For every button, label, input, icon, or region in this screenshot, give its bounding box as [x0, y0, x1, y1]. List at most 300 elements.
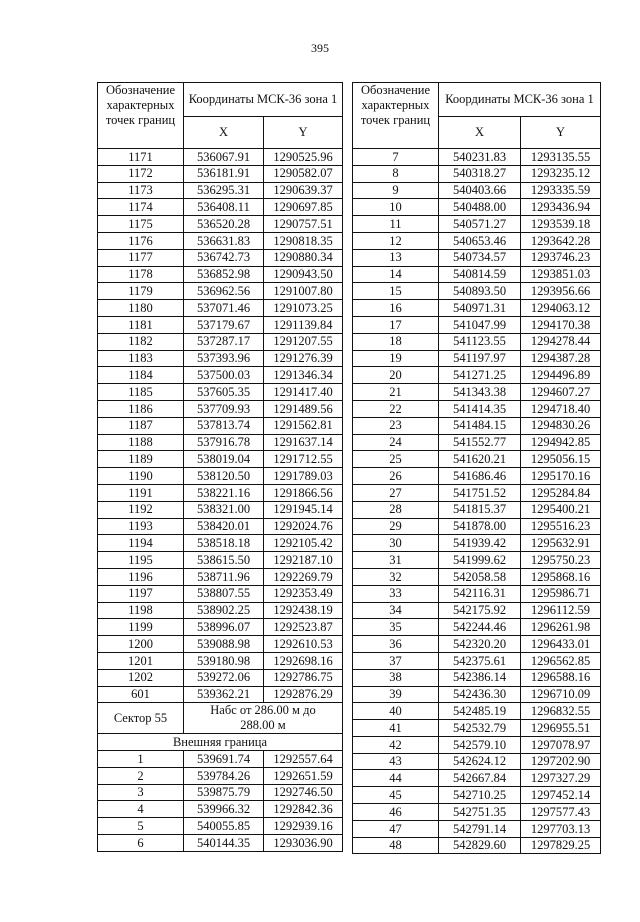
- x-coordinate-cell: 536962.56: [184, 283, 264, 300]
- point-id-cell: 1198: [98, 602, 184, 619]
- point-id-cell: 38: [353, 669, 439, 686]
- x-coordinate-cell: 539088.98: [184, 636, 264, 653]
- x-coordinate-cell: 539691.74: [184, 751, 264, 768]
- table-row: [98, 199, 343, 216]
- y-coordinate-cell: 1293235.12: [521, 165, 601, 182]
- table-row: [353, 300, 601, 317]
- table-row: [98, 316, 343, 333]
- table-row: [353, 753, 601, 770]
- y-coordinate-cell: 1296112.59: [521, 602, 601, 619]
- table-row: [98, 784, 343, 801]
- table-row: [353, 400, 601, 417]
- point-id-cell: 1174: [98, 199, 184, 216]
- x-coordinate-cell: 542375.61: [439, 652, 521, 669]
- y-coordinate-cell: 1297577.43: [521, 804, 601, 821]
- x-coordinate-cell: 536181.91: [184, 165, 264, 182]
- x-coordinate-cell: 537813.74: [184, 417, 264, 434]
- point-id-cell: 32: [353, 568, 439, 585]
- y-coordinate-cell: 1296588.16: [521, 669, 601, 686]
- x-coordinate-cell: 536852.98: [184, 266, 264, 283]
- x-coordinate-cell: 536742.73: [184, 249, 264, 266]
- y-coordinate-cell: 1291712.55: [264, 451, 343, 468]
- point-id-cell: 1195: [98, 552, 184, 569]
- table-row: [353, 283, 601, 300]
- y-coordinate-cell: 1295750.23: [521, 552, 601, 569]
- table-row: [353, 518, 601, 535]
- point-id-cell: 1180: [98, 300, 184, 317]
- y-coordinate-cell: 1296261.98: [521, 619, 601, 636]
- table-row: [98, 501, 343, 518]
- x-coordinate-cell: 538420.01: [184, 518, 264, 535]
- x-coordinate-cell: 540571.27: [439, 216, 521, 233]
- y-coordinate-cell: 1293135.55: [521, 149, 601, 166]
- page-number: 395: [311, 41, 329, 55]
- y-coordinate-cell: 1290818.35: [264, 232, 343, 249]
- point-id-cell: 1176: [98, 232, 184, 249]
- table-row: [353, 787, 601, 804]
- point-id-cell: 41: [353, 720, 439, 737]
- header-y: Y: [521, 117, 601, 149]
- y-coordinate-cell: 1296433.01: [521, 636, 601, 653]
- y-coordinate-cell: 1294830.26: [521, 417, 601, 434]
- y-coordinate-cell: 1296710.09: [521, 686, 601, 703]
- point-id-cell: 1184: [98, 367, 184, 384]
- y-coordinate-cell: 1290582.07: [264, 165, 343, 182]
- point-id-cell: 1192: [98, 501, 184, 518]
- y-coordinate-cell: 1294063.12: [521, 300, 601, 317]
- point-id-cell: 1189: [98, 451, 184, 468]
- point-id-cell: 42: [353, 736, 439, 753]
- y-coordinate-cell: 1290525.96: [264, 149, 343, 166]
- y-coordinate-cell: 1290757.51: [264, 216, 343, 233]
- table-row: [353, 602, 601, 619]
- x-coordinate-cell: 539875.79: [184, 784, 264, 801]
- table-row: [98, 636, 343, 653]
- point-id-cell: 1171: [98, 149, 184, 166]
- x-coordinate-cell: 542532.79: [439, 720, 521, 737]
- table-row: [98, 818, 343, 835]
- x-coordinate-cell: 538902.25: [184, 602, 264, 619]
- point-id-cell: 6: [98, 835, 184, 852]
- x-coordinate-cell: 536408.11: [184, 199, 264, 216]
- point-id-cell: 12: [353, 232, 439, 249]
- x-coordinate-cell: 538996.07: [184, 619, 264, 636]
- point-id-cell: 1175: [98, 216, 184, 233]
- y-coordinate-cell: 1293436.94: [521, 199, 601, 216]
- table-row: [98, 518, 343, 535]
- y-coordinate-cell: 1292438.19: [264, 602, 343, 619]
- y-coordinate-cell: 1292746.50: [264, 784, 343, 801]
- x-coordinate-cell: 536520.28: [184, 216, 264, 233]
- y-coordinate-cell: 1293746.23: [521, 249, 601, 266]
- point-id-cell: 18: [353, 333, 439, 350]
- point-id-cell: 1197: [98, 585, 184, 602]
- x-coordinate-cell: 539784.26: [184, 767, 264, 784]
- x-coordinate-cell: 541047.99: [439, 316, 521, 333]
- y-coordinate-cell: 1294170.38: [521, 316, 601, 333]
- point-id-cell: 22: [353, 400, 439, 417]
- x-coordinate-cell: 541197.97: [439, 350, 521, 367]
- point-id-cell: 44: [353, 770, 439, 787]
- point-id-cell: 1182: [98, 333, 184, 350]
- x-coordinate-cell: 537916.78: [184, 434, 264, 451]
- x-coordinate-cell: 538807.55: [184, 585, 264, 602]
- x-coordinate-cell: 542485.19: [439, 703, 521, 720]
- y-coordinate-cell: 1291866.56: [264, 484, 343, 501]
- y-coordinate-cell: 1297078.97: [521, 736, 601, 753]
- table-row: [98, 585, 343, 602]
- table-row: [98, 149, 343, 166]
- y-coordinate-cell: 1291417.40: [264, 384, 343, 401]
- x-coordinate-cell: 539180.98: [184, 652, 264, 669]
- point-id-cell: 1: [98, 751, 184, 768]
- header-x: X: [184, 117, 264, 149]
- table-row: [98, 350, 343, 367]
- point-id-cell: 29: [353, 518, 439, 535]
- x-coordinate-cell: 538221.16: [184, 484, 264, 501]
- point-id-cell: 48: [353, 837, 439, 854]
- x-coordinate-cell: 542116.31: [439, 585, 521, 602]
- table-row: [353, 384, 601, 401]
- y-coordinate-cell: 1291007.80: [264, 283, 343, 300]
- y-coordinate-cell: 1292353.49: [264, 585, 343, 602]
- point-id-cell: 601: [98, 686, 184, 703]
- point-id-cell: 40: [353, 703, 439, 720]
- y-coordinate-cell: 1297327.29: [521, 770, 601, 787]
- point-id-cell: 1186: [98, 400, 184, 417]
- point-id-cell: 1201: [98, 652, 184, 669]
- y-coordinate-cell: 1295632.91: [521, 535, 601, 552]
- y-coordinate-cell: 1292269.79: [264, 568, 343, 585]
- y-coordinate-cell: 1291637.14: [264, 434, 343, 451]
- point-id-cell: 8: [353, 165, 439, 182]
- x-coordinate-cell: 542244.46: [439, 619, 521, 636]
- x-coordinate-cell: 542667.84: [439, 770, 521, 787]
- y-coordinate-cell: 1292698.16: [264, 652, 343, 669]
- point-id-cell: 13: [353, 249, 439, 266]
- x-coordinate-cell: 537709.93: [184, 400, 264, 417]
- table-row: [353, 686, 601, 703]
- x-coordinate-cell: 538711.96: [184, 568, 264, 585]
- header-coordinates: Координаты МСК-36 зона 1: [439, 83, 601, 117]
- x-coordinate-cell: 540488.00: [439, 199, 521, 216]
- point-id-cell: 19: [353, 350, 439, 367]
- y-coordinate-cell: 1291562.81: [264, 417, 343, 434]
- y-coordinate-cell: 1291139.84: [264, 316, 343, 333]
- point-id-cell: 46: [353, 804, 439, 821]
- header-x: X: [439, 117, 521, 149]
- table-row: [98, 619, 343, 636]
- x-coordinate-cell: 537393.96: [184, 350, 264, 367]
- x-coordinate-cell: 538120.50: [184, 468, 264, 485]
- table-row: [98, 451, 343, 468]
- y-coordinate-cell: 1290697.85: [264, 199, 343, 216]
- x-coordinate-cell: 537071.46: [184, 300, 264, 317]
- point-id-cell: 33: [353, 585, 439, 602]
- point-id-cell: 1199: [98, 619, 184, 636]
- y-coordinate-cell: 1295400.21: [521, 501, 601, 518]
- x-coordinate-cell: 542579.10: [439, 736, 521, 753]
- table-row: [353, 501, 601, 518]
- y-coordinate-cell: 1292786.75: [264, 669, 343, 686]
- point-id-cell: 35: [353, 619, 439, 636]
- y-coordinate-cell: 1292523.87: [264, 619, 343, 636]
- y-coordinate-cell: 1291207.55: [264, 333, 343, 350]
- table-row: [98, 182, 343, 199]
- table-row: [353, 736, 601, 753]
- y-coordinate-cell: 1295284.84: [521, 484, 601, 501]
- point-id-cell: 1202: [98, 669, 184, 686]
- y-coordinate-cell: 1293036.90: [264, 835, 343, 852]
- point-id-cell: 1181: [98, 316, 184, 333]
- table-row: [98, 333, 343, 350]
- table-row: [98, 400, 343, 417]
- point-id-cell: 1196: [98, 568, 184, 585]
- section-row: [98, 734, 343, 751]
- x-coordinate-cell: 540231.83: [439, 149, 521, 166]
- table-row: [353, 619, 601, 636]
- y-coordinate-cell: 1290880.34: [264, 249, 343, 266]
- y-coordinate-cell: 1292939.16: [264, 818, 343, 835]
- table-row: [353, 216, 601, 233]
- point-id-cell: 1187: [98, 417, 184, 434]
- table-row: [353, 770, 601, 787]
- point-id-cell: 28: [353, 501, 439, 518]
- y-coordinate-cell: 1297703.13: [521, 820, 601, 837]
- table-row: [353, 417, 601, 434]
- table-row: [98, 384, 343, 401]
- x-coordinate-cell: 540734.57: [439, 249, 521, 266]
- table-row: [353, 249, 601, 266]
- x-coordinate-cell: 542320.20: [439, 636, 521, 653]
- table-row: [353, 165, 601, 182]
- y-coordinate-cell: 1293851.03: [521, 266, 601, 283]
- y-coordinate-cell: 1290943.50: [264, 266, 343, 283]
- point-id-cell: 26: [353, 468, 439, 485]
- point-id-cell: 45: [353, 787, 439, 804]
- x-coordinate-cell: 542175.92: [439, 602, 521, 619]
- table-row: [98, 767, 343, 784]
- x-coordinate-cell: 541751.52: [439, 484, 521, 501]
- x-coordinate-cell: 542386.14: [439, 669, 521, 686]
- table-row: [353, 468, 601, 485]
- point-id-cell: 2: [98, 767, 184, 784]
- table-row: [98, 417, 343, 434]
- point-id-cell: 1191: [98, 484, 184, 501]
- point-id-cell: 31: [353, 552, 439, 569]
- y-coordinate-cell: 1294607.27: [521, 384, 601, 401]
- y-coordinate-cell: 1292105.42: [264, 535, 343, 552]
- x-coordinate-cell: 542436.30: [439, 686, 521, 703]
- coordinates-table-right: [352, 82, 601, 854]
- y-coordinate-cell: 1291346.34: [264, 367, 343, 384]
- point-id-cell: 1177: [98, 249, 184, 266]
- y-coordinate-cell: 1295170.16: [521, 468, 601, 485]
- x-coordinate-cell: 540971.31: [439, 300, 521, 317]
- coordinates-table-left: [97, 82, 343, 852]
- x-coordinate-cell: 536067.91: [184, 149, 264, 166]
- table-row: [98, 484, 343, 501]
- y-coordinate-cell: 1292876.29: [264, 686, 343, 703]
- x-coordinate-cell: 541343.38: [439, 384, 521, 401]
- table-row: [98, 283, 343, 300]
- y-coordinate-cell: 1293539.18: [521, 216, 601, 233]
- y-coordinate-cell: 1296955.51: [521, 720, 601, 737]
- y-coordinate-cell: 1291789.03: [264, 468, 343, 485]
- point-id-cell: 1183: [98, 350, 184, 367]
- x-coordinate-cell: 541123.55: [439, 333, 521, 350]
- point-id-cell: 36: [353, 636, 439, 653]
- y-coordinate-cell: 1297452.14: [521, 787, 601, 804]
- x-coordinate-cell: 542751.35: [439, 804, 521, 821]
- table-row: [353, 149, 601, 166]
- point-id-cell: 1194: [98, 535, 184, 552]
- x-coordinate-cell: 538019.04: [184, 451, 264, 468]
- table-row: [98, 266, 343, 283]
- table-row: [98, 835, 343, 852]
- table-row: [353, 568, 601, 585]
- table-row: [98, 568, 343, 585]
- x-coordinate-cell: 540653.46: [439, 232, 521, 249]
- table-row: [98, 535, 343, 552]
- y-coordinate-cell: 1297829.25: [521, 837, 601, 854]
- table-row: [98, 367, 343, 384]
- table-row: [353, 333, 601, 350]
- y-coordinate-cell: 1295056.15: [521, 451, 601, 468]
- x-coordinate-cell: 541620.21: [439, 451, 521, 468]
- x-coordinate-cell: 537287.17: [184, 333, 264, 350]
- x-coordinate-cell: 540814.59: [439, 266, 521, 283]
- point-id-cell: 1178: [98, 266, 184, 283]
- y-coordinate-cell: 1294942.85: [521, 434, 601, 451]
- y-coordinate-cell: 1290639.37: [264, 182, 343, 199]
- point-id-cell: 27: [353, 484, 439, 501]
- table-row: [353, 484, 601, 501]
- sector-note: Набс от 286.00 м до 288.00 м: [184, 703, 343, 734]
- x-coordinate-cell: 536295.31: [184, 182, 264, 199]
- x-coordinate-cell: 541815.37: [439, 501, 521, 518]
- x-coordinate-cell: 541271.25: [439, 367, 521, 384]
- table-row: [98, 686, 343, 703]
- table-row: [353, 804, 601, 821]
- table-row: [353, 316, 601, 333]
- y-coordinate-cell: 1292610.53: [264, 636, 343, 653]
- y-coordinate-cell: 1292024.76: [264, 518, 343, 535]
- table-row: [353, 552, 601, 569]
- table-row: [353, 182, 601, 199]
- table-row: [353, 703, 601, 720]
- header-coordinates: Координаты МСК-36 зона 1: [184, 83, 343, 117]
- point-id-cell: 1193: [98, 518, 184, 535]
- table-row: [98, 165, 343, 182]
- point-id-cell: 1185: [98, 384, 184, 401]
- point-id-cell: 24: [353, 434, 439, 451]
- table-row: [353, 652, 601, 669]
- x-coordinate-cell: 538615.50: [184, 552, 264, 569]
- y-coordinate-cell: 1297202.90: [521, 753, 601, 770]
- point-id-cell: 16: [353, 300, 439, 317]
- x-coordinate-cell: 539272.06: [184, 669, 264, 686]
- point-id-cell: 25: [353, 451, 439, 468]
- table-row: [98, 434, 343, 451]
- x-coordinate-cell: 538321.00: [184, 501, 264, 518]
- x-coordinate-cell: 542624.12: [439, 753, 521, 770]
- table-row: [98, 669, 343, 686]
- point-id-cell: 21: [353, 384, 439, 401]
- point-id-cell: 37: [353, 652, 439, 669]
- table-row: [353, 434, 601, 451]
- point-id-cell: 15: [353, 283, 439, 300]
- y-coordinate-cell: 1292187.10: [264, 552, 343, 569]
- x-coordinate-cell: 537500.03: [184, 367, 264, 384]
- sector-label: Сектор 55: [98, 703, 184, 734]
- table-row: [353, 636, 601, 653]
- point-id-cell: 14: [353, 266, 439, 283]
- point-id-cell: 4: [98, 801, 184, 818]
- table-row: [353, 585, 601, 602]
- table-row: [98, 232, 343, 249]
- point-id-cell: 1188: [98, 434, 184, 451]
- point-id-cell: 9: [353, 182, 439, 199]
- table-row: [98, 552, 343, 569]
- x-coordinate-cell: 541999.62: [439, 552, 521, 569]
- x-coordinate-cell: 536631.83: [184, 232, 264, 249]
- x-coordinate-cell: 542791.14: [439, 820, 521, 837]
- y-coordinate-cell: 1291073.25: [264, 300, 343, 317]
- table-row: [98, 652, 343, 669]
- table-row: [353, 535, 601, 552]
- header-point-designation: Обозначение характерных точек границ: [98, 83, 184, 149]
- x-coordinate-cell: 541939.42: [439, 535, 521, 552]
- point-id-cell: 20: [353, 367, 439, 384]
- x-coordinate-cell: 537605.35: [184, 384, 264, 401]
- table-row: [98, 300, 343, 317]
- y-coordinate-cell: 1292557.64: [264, 751, 343, 768]
- point-id-cell: 1190: [98, 468, 184, 485]
- table-row: [353, 266, 601, 283]
- x-coordinate-cell: 542710.25: [439, 787, 521, 804]
- x-coordinate-cell: 540055.85: [184, 818, 264, 835]
- header-point-designation: Обозначение характерных точек границ: [353, 83, 439, 149]
- y-coordinate-cell: 1292651.59: [264, 767, 343, 784]
- table-row: [353, 232, 601, 249]
- table-row: [353, 350, 601, 367]
- x-coordinate-cell: 541414.35: [439, 400, 521, 417]
- y-coordinate-cell: 1295516.23: [521, 518, 601, 535]
- y-coordinate-cell: 1291276.39: [264, 350, 343, 367]
- table-row: [353, 820, 601, 837]
- point-id-cell: 43: [353, 753, 439, 770]
- y-coordinate-cell: 1296832.55: [521, 703, 601, 720]
- table-row: [353, 669, 601, 686]
- x-coordinate-cell: 537179.67: [184, 316, 264, 333]
- table-row: [98, 602, 343, 619]
- point-id-cell: 47: [353, 820, 439, 837]
- point-id-cell: 34: [353, 602, 439, 619]
- table-row: [353, 837, 601, 854]
- sector-row: [98, 703, 343, 734]
- y-coordinate-cell: 1291945.14: [264, 501, 343, 518]
- point-id-cell: 11: [353, 216, 439, 233]
- y-coordinate-cell: 1294496.89: [521, 367, 601, 384]
- x-coordinate-cell: 540403.66: [439, 182, 521, 199]
- x-coordinate-cell: 541552.77: [439, 434, 521, 451]
- x-coordinate-cell: 541878.00: [439, 518, 521, 535]
- y-coordinate-cell: 1293642.28: [521, 232, 601, 249]
- y-coordinate-cell: 1293956.66: [521, 283, 601, 300]
- y-coordinate-cell: 1294278.44: [521, 333, 601, 350]
- section-title: Внешняя граница: [98, 734, 343, 751]
